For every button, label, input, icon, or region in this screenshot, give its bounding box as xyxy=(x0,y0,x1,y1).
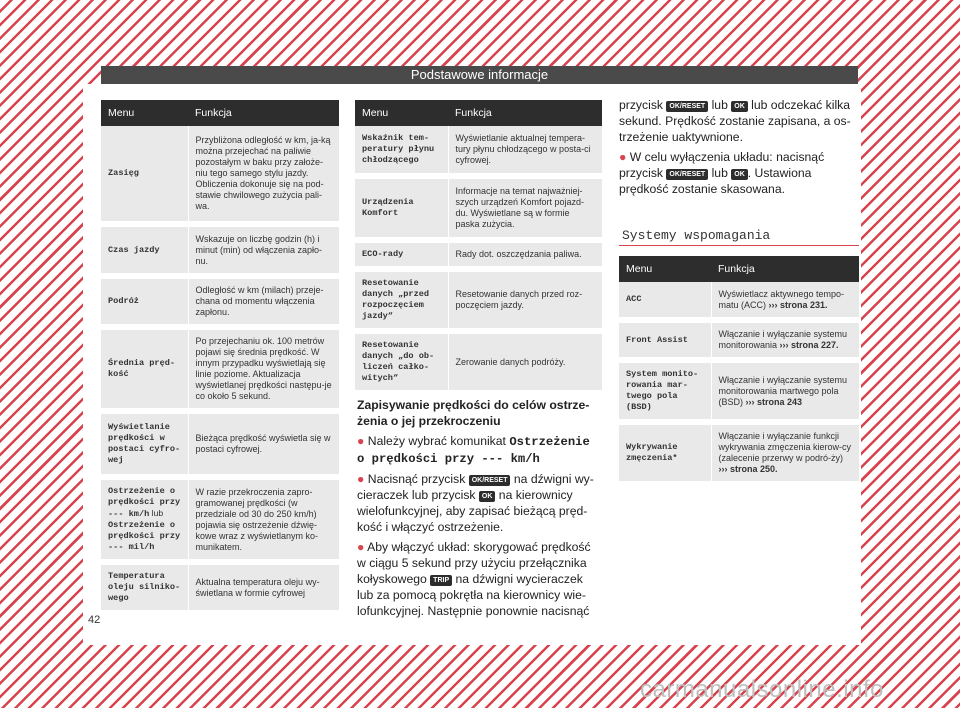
function-cell: Aktualna temperatura oleju wy-świetlana w formie cyfrowej xyxy=(188,562,339,613)
menu-table-3 xyxy=(619,256,859,487)
speed-warning-section xyxy=(357,397,602,623)
ok-reset-key-icon: OK/RESET xyxy=(469,475,511,486)
ok-reset-key-icon: OK/RESET xyxy=(666,169,708,180)
function-cell: Odległość w km (milach) przeje-chana od momentu włączenia zapłonu. xyxy=(188,276,339,327)
function-cell: Zerowanie danych podróży. xyxy=(448,331,602,393)
table-row xyxy=(101,327,339,411)
page-header: Podstawowe informacje xyxy=(101,66,858,84)
menu-cell: Wykrywanie zmęczenia* xyxy=(619,422,711,484)
function-cell: Informacje na temat najważniej-szych urządzeń Komfort pojazd-du. Wyświetlane są w formie paska zużycia. xyxy=(448,176,602,240)
table-row xyxy=(355,176,602,240)
table-row xyxy=(355,126,602,176)
paragraph: przycisk OK/RESET lub OK lub odczekać kilka sekund. Prędkość zostanie zapisana, a os-trzeżenie uaktywnione. xyxy=(619,98,851,144)
ok-key-icon: OK xyxy=(479,491,496,502)
menu-table-1 xyxy=(101,100,339,616)
menu-cell: Średnia pręd-kość xyxy=(101,327,188,411)
menu-table-2 xyxy=(355,100,602,396)
table-row xyxy=(619,360,859,422)
table-row xyxy=(101,276,339,327)
table-row xyxy=(101,477,339,562)
function-cell: Wskazuje on liczbę godzin (h) i minut (min) od włączenia zapło-nu. xyxy=(188,224,339,276)
section-title: Systemy wspomagania xyxy=(619,222,859,246)
bullet-icon: ● xyxy=(357,540,365,554)
menu-cell: ECO-rady xyxy=(355,240,448,269)
bullet-icon: ● xyxy=(619,150,627,164)
instruction-item: ● Aby włączyć układ: skorygować prędkość w ciągu 5 sekund przy użyciu przełącznika kołyskowego TRIP na dźwigni wycieraczek lub za pomocą pokrętła na kierownicy wie-lofunkcyjnej. Następnie ponownie nacisnąć xyxy=(357,540,591,618)
menu-cell xyxy=(101,477,188,562)
table-row xyxy=(101,224,339,276)
function-cell: Rady dot. oszczędzania paliwa. xyxy=(448,240,602,269)
bullet-icon: ● xyxy=(357,434,365,448)
table-row xyxy=(101,126,339,224)
menu-cell: Resetowanie danych „do ob-liczeń całko-witych“ xyxy=(355,331,448,393)
speed-warning-continued xyxy=(619,97,859,201)
table-row xyxy=(101,411,339,477)
page-reference: ››› strona 231. xyxy=(768,299,828,310)
menu-cell: System monito-rowania mar-twego pola (BSD) xyxy=(619,360,711,422)
col-header-menu: Menu xyxy=(355,100,448,126)
menu-cell: Wskaźnik tem-peratury płynu chłodzącego xyxy=(355,126,448,176)
col-header-menu: Menu xyxy=(619,256,711,282)
function-cell: Wyświetlanie aktualnej tempera-tury płynu chłodzącego w posta-ci cyfrowej. xyxy=(448,126,602,176)
menu-cell: Resetowanie danych „przed rozpoczęciem jazdy“ xyxy=(355,269,448,331)
or-text: lub xyxy=(149,508,164,518)
menu-cell: Zasięg xyxy=(101,126,188,224)
table-row xyxy=(355,240,602,269)
table-row xyxy=(619,282,859,320)
function-cell: Wyświetlacz aktywnego tempo-matu (ACC) ››› strona 231. xyxy=(711,282,859,320)
page-reference: ››› strona 227. xyxy=(779,340,839,350)
menu-cell: ACC xyxy=(619,282,711,320)
watermark: carmanualsonline.info xyxy=(640,676,884,703)
ok-reset-key-icon: OK/RESET xyxy=(666,101,708,112)
menu-option-mph: Ostrzeżenie o prędkości przy --- mil/h xyxy=(108,520,181,552)
function-cell: Włączanie i wyłączanie funkcji wykrywania zmęczenia kierow-cy (zalecenie przerwy w podró-ży) ››› strona 250. xyxy=(711,422,859,484)
table-row xyxy=(355,269,602,331)
function-cell: Przybliżona odległość w km, ja-ką można przejechać na paliwie pozostałym w baku przy założe-niu tego samego stylu jazdy. Obliczenia dokonuje się na pod-stawie chwilowego zużycia pali-wa. xyxy=(188,126,339,224)
menu-cell: Temperatura oleju silniko-wego xyxy=(101,562,188,613)
bullet-icon: ● xyxy=(357,472,365,486)
trip-key-icon: TRIP xyxy=(430,575,452,586)
page-reference: ››› strona 250. xyxy=(718,464,778,474)
function-cell: W razie przekroczenia zapro-gramowanej prędkości (w przedziale od 30 do 250 km/h) pojawia się ostrzeżenie dźwię-kowe wraz z wyświetlanym ko-munikatem. xyxy=(188,477,339,562)
section-heading: Zapisywanie prędkości do celów ostrze-żenia o jej przekroczeniu xyxy=(357,398,590,428)
menu-option-kmh: Ostrzeżenie o prędkości przy --- km/h xyxy=(108,486,181,519)
ok-key-icon: OK xyxy=(731,169,748,180)
page-number: 42 xyxy=(88,614,101,626)
col-header-function: Funkcja xyxy=(188,100,339,126)
menu-cell: Czas jazdy xyxy=(101,224,188,276)
page-reference: ››› strona 243 xyxy=(745,396,803,407)
col-header-menu: Menu xyxy=(101,100,188,126)
col-header-function: Funkcja xyxy=(711,256,859,282)
ok-key-icon: OK xyxy=(731,101,748,112)
table-row xyxy=(619,422,859,484)
function-cell: Bieżąca prędkość wyświetla się w postaci cyfrowej. xyxy=(188,411,339,477)
table-row xyxy=(355,331,602,393)
instruction-item: ● Należy wybrać komunikat Ostrzeżenie o prędkości przy --- km/h xyxy=(357,434,590,466)
table-row xyxy=(619,320,859,360)
function-cell: Po przejechaniu ok. 100 metrów pojawi się średnia prędkość. W innym przypadku wyświetlają się linie poziome. Aktualizacja wyświetlanej prędkości następu-je co około 5 sekund. xyxy=(188,327,339,411)
instruction-item: ● Nacisnąć przycisk OK/RESET na dźwigni wy-cieraczek lub przycisk OK na kierownicy wielofunkcyjnej, aby zapisać bieżącą pręd-kość i włączyć ostrzeżenie. xyxy=(357,472,594,534)
table-row xyxy=(101,562,339,613)
function-cell: Resetowanie danych przed roz-poczęciem jazdy. xyxy=(448,269,602,331)
menu-cell: Urządzenia Komfort xyxy=(355,176,448,240)
instruction-item: ● W celu wyłączenia układu: nacisnąć przycisk OK/RESET lub OK . Ustawiona prędkość zostanie skasowana. xyxy=(619,150,825,196)
function-cell: Włączanie i wyłączanie systemu monitorowania ››› strona 227. xyxy=(711,320,859,360)
menu-cell: Podróż xyxy=(101,276,188,327)
function-cell: Włączanie i wyłączanie systemu monitorowania martwego pola (BSD) ››› strona 243 xyxy=(711,360,859,422)
menu-cell: Front Assist xyxy=(619,320,711,360)
menu-cell: Wyświetlanie prędkości w postaci cyfro-wej xyxy=(101,411,188,477)
col-header-function: Funkcja xyxy=(448,100,602,126)
